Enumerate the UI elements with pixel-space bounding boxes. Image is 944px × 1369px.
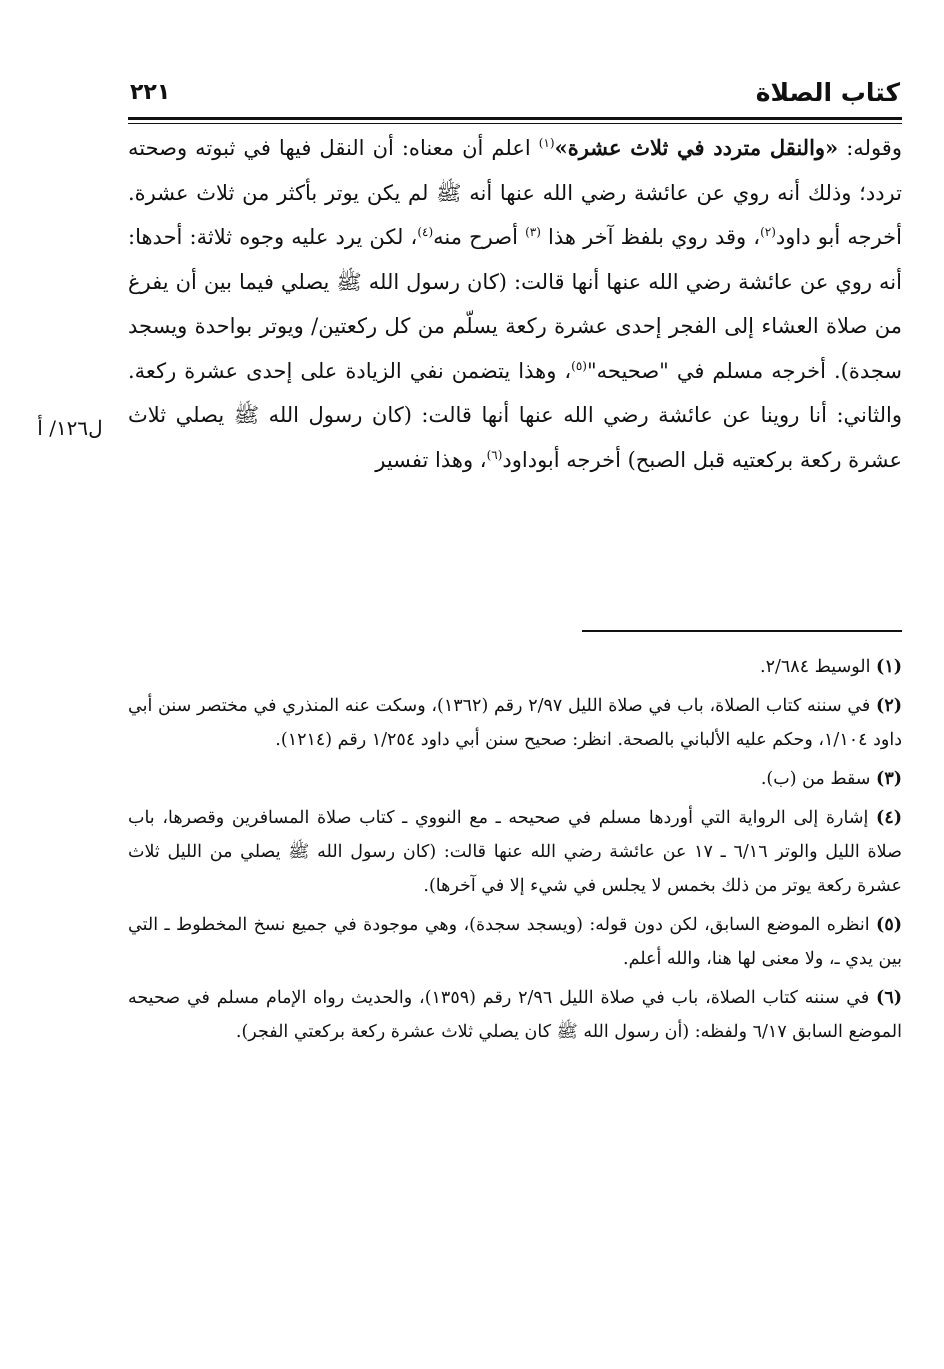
- text-segment-1: اعلم أن معناه: أن النقل فيها في ثبوته وصحته تردد؛ وذلك أنه روي عن عائشة رضي الله عنها أنه ﷺ لم يكن يوتر بأكثر من ثلاث عشرة. أخرجه أبو داود: [128, 136, 902, 249]
- running-title: كتاب الصلاة: [755, 78, 900, 107]
- footnote-ref-1: (١): [538, 136, 555, 150]
- footnote-6: [128, 981, 902, 1049]
- footnote-text: في سننه كتاب الصلاة، باب في صلاة الليل ٢/٩٧ رقم (١٣٦٢)، وسكت عنه المنذري في مختصر سنن أبي داود ١/١٠٤، وحكم عليه الألباني بالصحة. انظر: صحيح سنن أبي داود ١/٢٥٤ رقم (١٢١٤).: [128, 696, 902, 750]
- footnote-2: [128, 689, 902, 757]
- footnote-ref-5: (٥): [571, 358, 587, 373]
- footnote-text: في سننه كتاب الصلاة، باب في صلاة الليل ٢/٩٦ رقم (١٣٥٩)، والحديث رواه الإمام مسلم في صحيحه الموضع السابق ٦/١٧ ولفظه: (أن رسول الله ﷺ كان يصلي ثلاث عشرة ركعة بركعتي الفجر).: [128, 988, 902, 1042]
- footnote-number: (٦): [876, 988, 903, 1008]
- footnote-text: إشارة إلى الرواية التي أوردها مسلم في صحيحه ـ مع النووي ـ كتاب صلاة المسافرين وقصرها، باب صلاة الليل والوتر ٦/١٦ ـ ١٧ عن عائشة رضي الله عنها قالت: (كان رسول الله ﷺ يصلي من الليل ثلاث عشرة ركعة يوتر من ذلك بخمس لا يجلس في شيء إلا في آخرها).: [128, 808, 902, 896]
- footnote-text: الوسيط ٢/٦٨٤.: [760, 657, 877, 677]
- header-rule-thin: [128, 123, 902, 124]
- footnote-4: [128, 801, 902, 903]
- footnote-ref-3: (٣): [525, 225, 541, 239]
- text-segment-4: ، لكن يرد عليه وجوه ثلاثة: أحدها: أنه روي عن عائشة رضي الله عنها أنها قالت: (كان رسول الله ﷺ يصلي فيما بين أن يفرغ من صلاة العشاء إلى الفجر إحدى عشرة ركعة يسلّم من كل ركعتين/ ويوتر بواحدة ويسجد سجدة). أخرجه مسلم في "صحيحه": [128, 225, 902, 383]
- footnote-text: انظره الموضع السابق، لكن دون قوله: (ويسجد سجدة)، وهي موجودة في جميع نسخ المخطوط ـ التي بين يدي ـ، ولا معنى لها هنا، والله أعلم.: [128, 915, 902, 969]
- quoted-phrase: «والنقل متردد في ثلاث عشرة»: [554, 135, 839, 160]
- intro-text: وقوله:: [838, 136, 902, 160]
- footnote-number: (٥): [876, 915, 902, 935]
- footnote-separator: [582, 630, 902, 632]
- footnote-number: (١): [876, 657, 902, 677]
- header-rule-thick: [128, 117, 902, 120]
- footnote-ref-2: (٢): [760, 225, 776, 239]
- footnote-number: (٣): [876, 769, 902, 789]
- footnote-5: [128, 908, 902, 976]
- text-segment-2: ، وقد روي بلفظ آخر هذا: [540, 225, 761, 249]
- main-paragraph: [128, 126, 902, 482]
- text-segment-3: أصرح منه: [433, 225, 526, 249]
- footnote-ref-4: (٤): [417, 225, 434, 239]
- footnote-ref-6: (٦): [486, 447, 503, 462]
- footnote-3: [128, 762, 902, 796]
- main-text: [128, 126, 902, 482]
- footnote-number: (٤): [876, 808, 902, 828]
- footnote-number: (٢): [876, 696, 902, 716]
- text-segment-5: ، وهذا يتضمن نفي الزيادة على إحدى عشرة ركعة. والثاني: أنا روينا عن عائشة رضي الله عنها أنها قالت: (كان رسول الله ﷺ يصلي ثلاث عشرة ركعة بركعتيه قبل الصبح) أخرجه أبوداود: [128, 358, 902, 472]
- page-header: [128, 78, 902, 114]
- text-segment-6: ، وهذا تفسير: [375, 447, 487, 472]
- footnotes: [128, 650, 902, 1054]
- page-number: ٢٢١: [130, 80, 171, 105]
- footnote-text: سقط من (ب).: [760, 769, 877, 789]
- footnote-1: [128, 650, 902, 684]
- manuscript-folio-note: ل١٢٦/ أ: [37, 416, 103, 440]
